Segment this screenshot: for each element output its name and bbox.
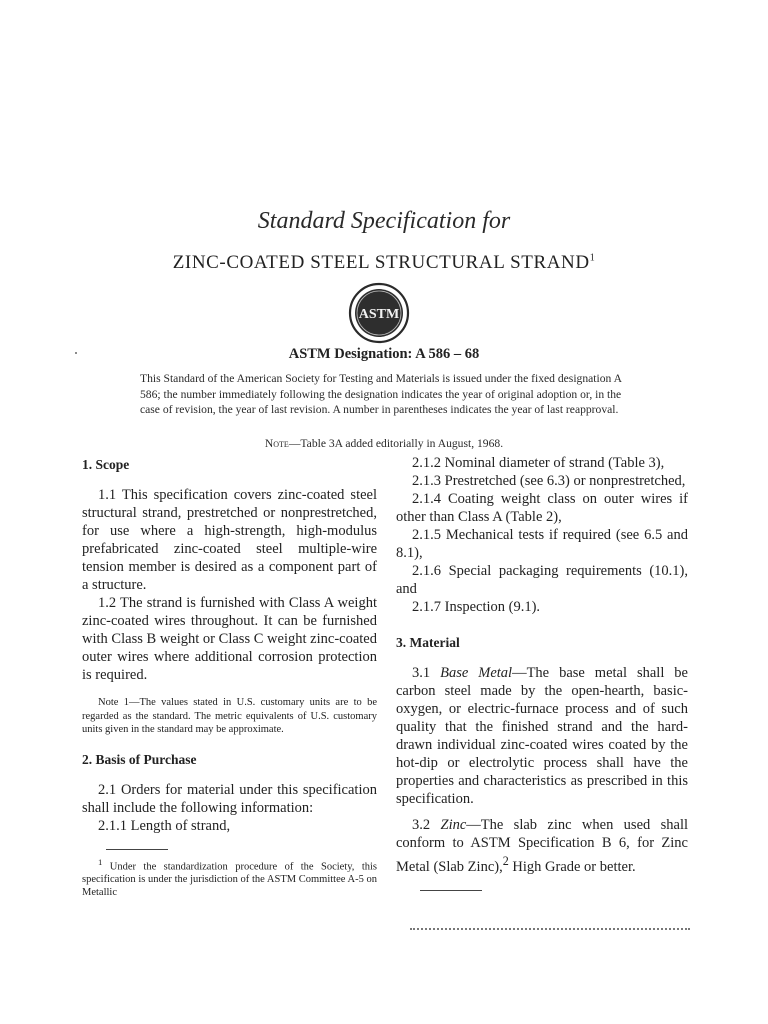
item-2-1-7: 2.1.7 Inspection (9.1). bbox=[412, 599, 541, 615]
paragraph-3-2-footnote-mark: 2 bbox=[502, 854, 509, 868]
title-italic: Standard Specification for bbox=[257, 208, 511, 234]
intro-paragraph: This Standard of the American Society for Testing and Materials is issued under the fixed designation A 586; the number immediately following the designation indicates the year of original adoption or, in the case of revision, the year of last revision. A number in parentheses indicates the year of last reapproval. bbox=[140, 372, 622, 417]
paragraph-2-1: 2.1 Orders for material under this specification shall include the following information: bbox=[82, 781, 377, 816]
left-column bbox=[82, 456, 377, 899]
paragraph-3-2 bbox=[396, 816, 688, 876]
footnote-1 bbox=[82, 856, 377, 900]
paragraph-3-2-number: 3.2 bbox=[412, 817, 431, 833]
paragraph-3-2-text-b: High Grade or better. bbox=[508, 858, 636, 875]
paragraph-1-1: 1.1 This specification covers zinc-coated steel structural strand, prestretched or nonprestretched, for use where a high-strength, high-modulus prefabricated zinc-coated steel multiple-wire tension member is desired as a component part of a structure. bbox=[82, 487, 377, 593]
cut-off-footnote-line bbox=[410, 926, 690, 931]
section-heading-scope: 1. Scope bbox=[82, 457, 130, 472]
right-column bbox=[396, 454, 688, 897]
footnote-divider bbox=[106, 849, 168, 850]
paragraph-3-1-number: 3.1 bbox=[412, 665, 431, 681]
paragraph-1-2: 1.2 The strand is furnished with Class A weight zinc-coated wires throughout. It can be furnished with Class B weight or Class C weight zinc-coated outer wires where additional corrosion protection is required. bbox=[82, 595, 377, 683]
footnote-divider-right bbox=[420, 890, 482, 891]
section-heading-basis-of-purchase: 2. Basis of Purchase bbox=[82, 751, 197, 767]
section-heading-material: 3. Material bbox=[396, 635, 460, 650]
editorial-note bbox=[0, 437, 768, 450]
title-text: ZINC-COATED STEEL STRUCTURAL STRAND bbox=[172, 252, 590, 273]
logo-text: ASTM bbox=[358, 307, 400, 322]
item-2-1-5: 2.1.5 Mechanical tests if required (see 6.5 and 8.1), bbox=[396, 527, 688, 561]
footnote-1-text: Under the standardization procedure of the Society, this specification is under the jurisdiction of the ASTM Committee A-5 on Metallic bbox=[82, 861, 377, 898]
editorial-note-label: Note bbox=[264, 437, 289, 450]
title-footnote-mark: 1 bbox=[589, 252, 596, 264]
item-2-1-3: 2.1.3 Prestretched (see 6.3) or nonprestretched, bbox=[412, 473, 686, 489]
paragraph-3-1 bbox=[396, 664, 688, 808]
item-2-1-1: 2.1.1 Length of strand, bbox=[98, 817, 231, 834]
paragraph-3-1-text: —The base metal shall be carbon steel made by the open-hearth, basic-oxygen, or electric-furnace process and of such quality that the finished strand and the hard-drawn individual zinc-coated wires coated by the hot-dip or electrolytic process shall have the properties and characteristics as prescribed in this specification. bbox=[396, 665, 688, 807]
item-2-1-4: 2.1.4 Coating weight class on outer wires if other than Class A (Table 2), bbox=[396, 491, 688, 525]
astm-seal-icon bbox=[348, 282, 410, 344]
note-1: Note 1—The values stated in U.S. customary units are to be regarded as the standard. The metric equivalents of U.S. customary units given in the standard may be approximate. bbox=[82, 697, 377, 735]
item-2-1-2: 2.1.2 Nominal diameter of strand (Table 3), bbox=[412, 455, 665, 471]
paragraph-3-1-term: Base Metal bbox=[440, 665, 513, 681]
editorial-note-text: —Table 3A added editorially in August, 1968. bbox=[288, 437, 504, 450]
footnote-1-mark: 1 bbox=[98, 856, 103, 867]
item-2-1-6: 2.1.6 Special packaging requirements (10.1), and bbox=[396, 563, 688, 597]
paragraph-3-2-text-a: —The slab zinc when used shall conform to ASTM Specification B 6, for Zinc Metal (Slab Zinc), bbox=[396, 817, 689, 875]
designation: ASTM Designation: A 586 – 68 bbox=[288, 346, 480, 362]
paragraph-3-2-term: Zinc bbox=[440, 817, 467, 833]
title-main bbox=[0, 252, 768, 274]
